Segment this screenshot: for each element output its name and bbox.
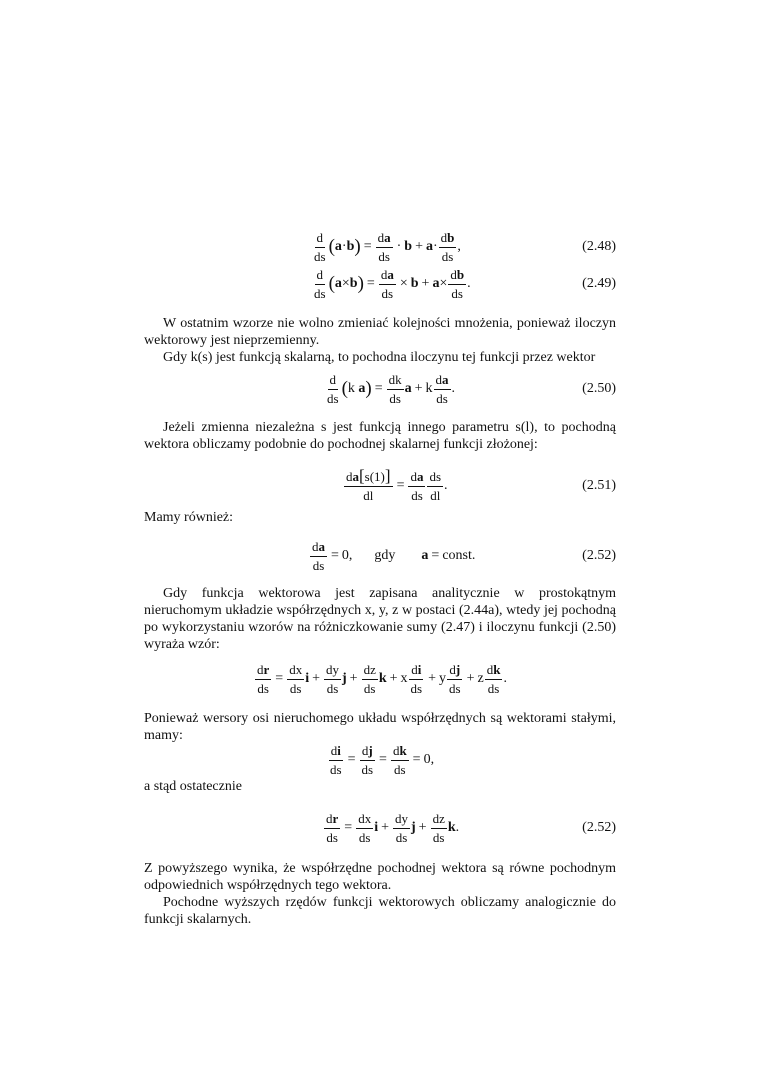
fraction: $\frac{dr}{ds}$ (257, 661, 270, 696)
paragraph: Mamy również: (144, 510, 234, 525)
equation-2-48: $\frac{d}{ds}$ ( a · b ) = $\frac{da}{ds}$ · b + a · $\frac{db}{ds}$ , (314, 229, 461, 264)
fraction: $\frac{di}{ds}$ (410, 661, 423, 696)
fraction: $\frac{da[s(1)]}{dl}$ (346, 466, 391, 503)
fraction: $\frac{dr}{ds}$ (326, 810, 339, 845)
equation-2-52-first: $\frac{da}{ds}$ = 0, gdy a = const. (312, 538, 476, 573)
equation-unit-vectors-constant: $\frac{di}{ds}$ = $\frac{dj}{ds}$ = $\frac{dk}{ds}$ = 0, (330, 742, 435, 777)
equation-vector-derivative-expansion: $\frac{dr}{ds}$ = $\frac{dx}{ds}$ i + $\frac{dy}{ds}$ j + $\frac{dz}{ds}$ k + x $\frac{di}{ds}$ + y $\frac{dj}{ds}$ + z $\frac{dk}{ds}$ . (257, 661, 507, 696)
paragraph: Gdy k(s) jest funkcją skalarną, to pochodna iloczynu tej funkcji przez wektor (163, 350, 596, 365)
fraction: $\frac{dy}{ds}$ (394, 810, 408, 845)
fraction: $\frac{d}{ds}$ (327, 371, 339, 406)
fraction: $\frac{da}{ds}$ (410, 468, 424, 503)
equation-2-51: $\frac{da[s(1)]}{dl}$ = $\frac{da}{ds}$ $\frac{ds}{dl}$ . (346, 466, 448, 503)
fraction: $\frac{dk}{ds}$ (486, 661, 501, 696)
equation-number: (2.49) (582, 276, 616, 291)
fraction: $\frac{dx}{ds}$ (289, 661, 303, 696)
equation-number: (2.52) (582, 548, 616, 563)
fraction: $\frac{dj}{ds}$ (361, 742, 374, 777)
fraction: $\frac{da}{ds}$ (312, 538, 325, 573)
fraction: $\frac{dz}{ds}$ (432, 810, 445, 845)
paragraph: Gdy funkcja wektorowa jest zapisana analitycznie w prostokątnym nieruchomym układzie współrzędnych x, y, z w postaci (2.44a), wtedy jej pochodną po wykorzystaniu wzorów na różniczkowanie sumy (2.47) i iloczynu funkcji (2.50) wyraża wzór: (144, 586, 616, 652)
paragraph: a stąd ostatecznie (144, 779, 242, 794)
fraction: $\frac{ds}{dl}$ (429, 468, 442, 503)
fraction: $\frac{da}{ds}$ (380, 266, 394, 301)
equation-2-52-second: $\frac{dr}{ds}$ = $\frac{dx}{ds}$ i + $\frac{dy}{ds}$ j + $\frac{dz}{ds}$ k . (326, 810, 460, 845)
fraction: $\frac{dx}{ds}$ (358, 810, 372, 845)
fraction: $\frac{da}{ds}$ (435, 371, 449, 406)
paragraph: Jeżeli zmienna niezależna s jest funkcją innego parametru s(l), to pochodną wektora obliczamy podobnie do pochodnej skalarnej funkcji złożonej: (144, 420, 616, 452)
equation-number: (2.52) (582, 820, 616, 835)
paragraph: Pochodne wyższych rzędów funkcji wektorowych obliczamy analogicznie do funkcji skalarnych. (144, 895, 616, 927)
equation-2-49: $\frac{d}{ds}$ ( a × b ) = $\frac{da}{ds}$ × b + a × $\frac{db}{ds}$ . (314, 266, 471, 301)
equation-number: (2.48) (582, 239, 616, 254)
fraction: $\frac{dz}{ds}$ (363, 661, 376, 696)
fraction: $\frac{da}{ds}$ (377, 229, 391, 264)
fraction: $\frac{dj}{ds}$ (449, 661, 461, 696)
fraction: $\frac{d}{ds}$ (314, 229, 326, 264)
fraction: $\frac{dy}{ds}$ (325, 661, 339, 696)
fraction: $\frac{db}{ds}$ (440, 229, 455, 264)
equation-number: (2.51) (582, 478, 616, 493)
paragraph: W ostatnim wzorze nie wolno zmieniać kolejności mnożenia, ponieważ iloczyn wektorowy jest nieprzemienny. (144, 316, 616, 348)
equation-number: (2.50) (582, 381, 616, 396)
equation-2-50: $\frac{d}{ds}$ ( k a ) = $\frac{dk}{ds}$ a + k $\frac{da}{ds}$ . (327, 371, 456, 406)
fraction: $\frac{dk}{ds}$ (388, 371, 402, 406)
paragraph: Ponieważ wersory osi nieruchomego układu współrzędnych są wektorami stałymi, mamy: (144, 711, 616, 743)
fraction: $\frac{d}{ds}$ (314, 266, 326, 301)
fraction: $\frac{di}{ds}$ (330, 742, 342, 777)
fraction: $\frac{db}{ds}$ (450, 266, 465, 301)
fraction: $\frac{dk}{ds}$ (392, 742, 407, 777)
paragraph: Z powyższego wynika, że współrzędne pochodnej wektora są równe pochodnym odpowiednich współrzędnych tego wektora. (144, 861, 616, 893)
